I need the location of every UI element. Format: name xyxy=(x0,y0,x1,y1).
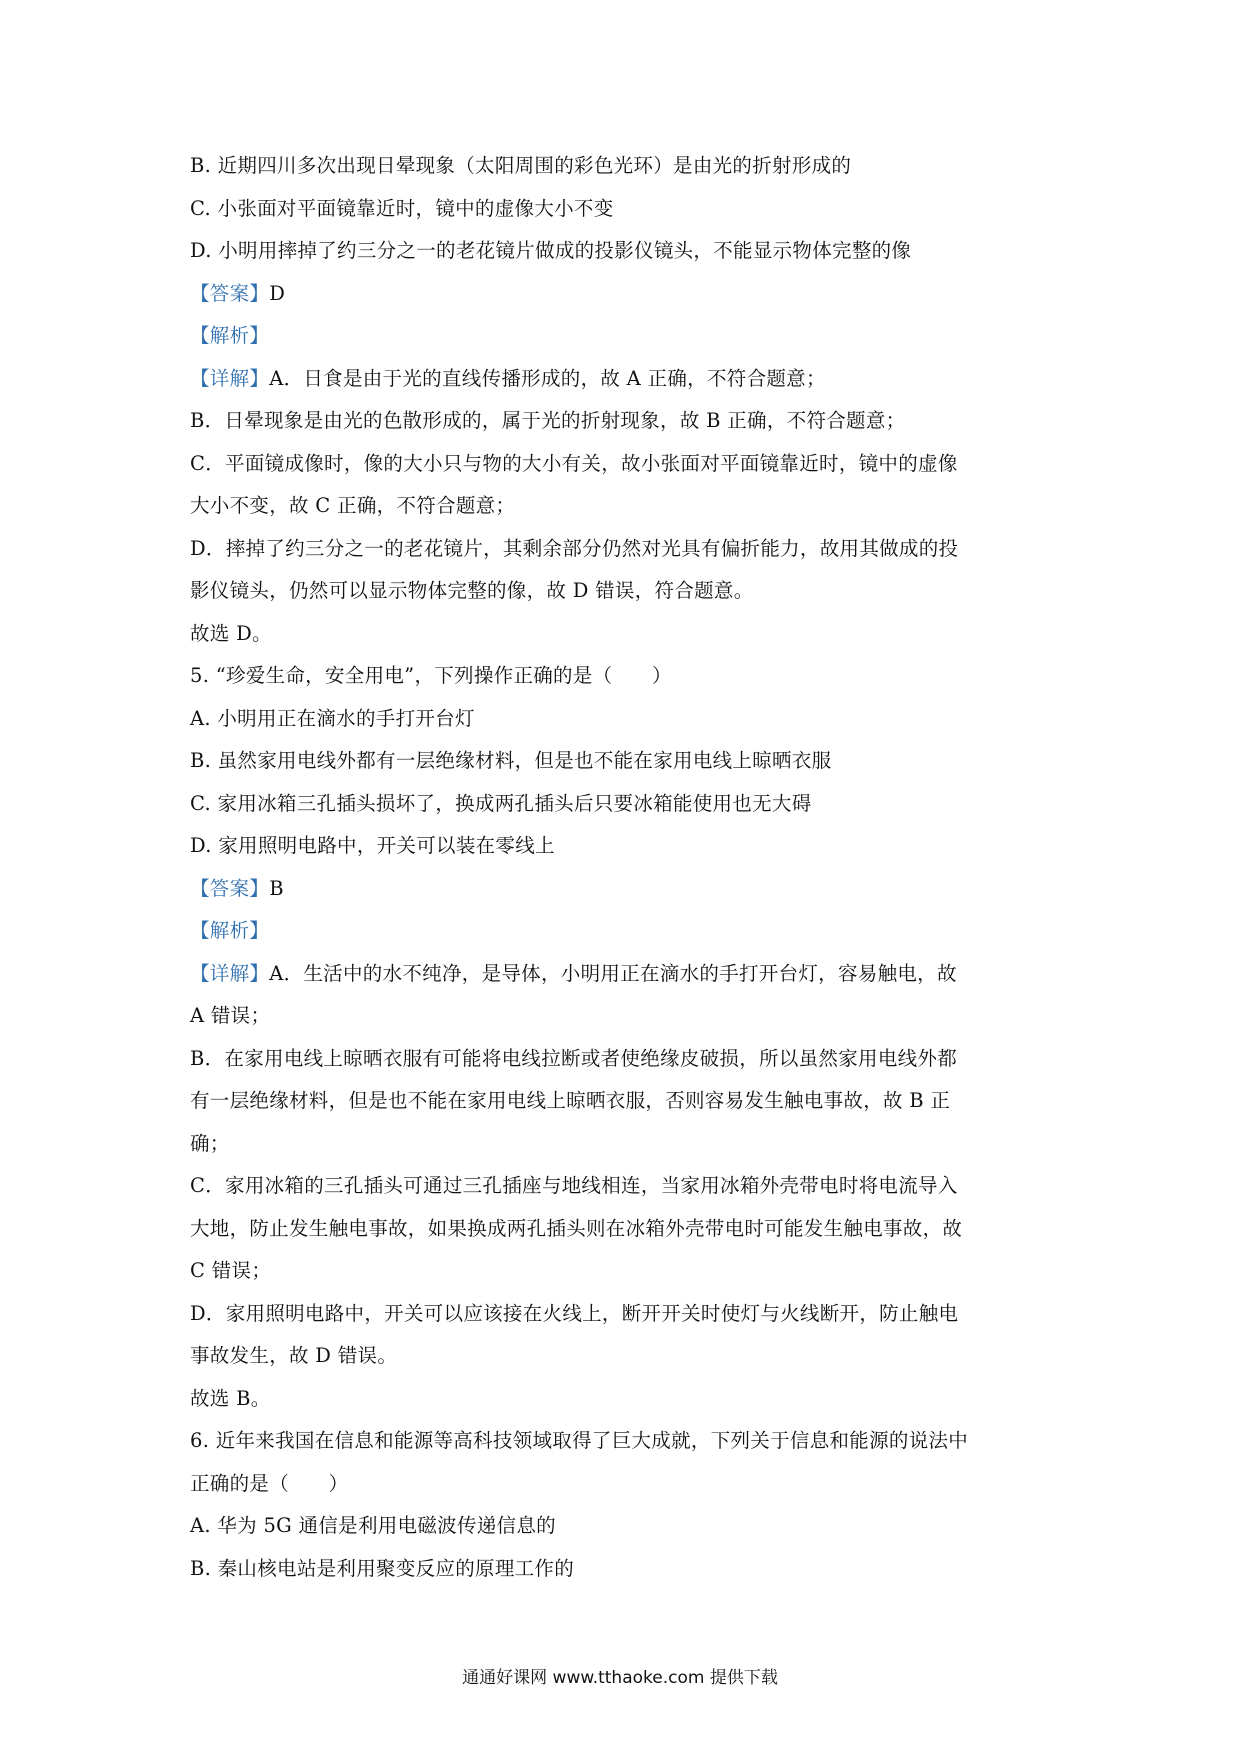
section-tag: 【详解】 xyxy=(190,366,270,390)
text-line: 故选 D。 xyxy=(190,621,272,645)
text-line: 确； xyxy=(190,1131,230,1155)
text-line: A 错误； xyxy=(190,1004,271,1027)
section-tag: 【详解】 xyxy=(190,961,270,985)
line-text: A．生活中的水不纯净，是导体，小明用正在滴水的手打开台灯，容易触电，故 xyxy=(269,961,957,985)
section-tag: 【解析】 xyxy=(190,324,270,347)
text-line: C．平面镜成像时，像的大小只与物的大小有关，故小张面对平面镜靠近时，镜中的虚像 xyxy=(190,451,958,475)
text-line xyxy=(190,273,1070,316)
text-line: 影仪镜头，仍然可以显示物体完整的像，故 D 错误，符合题意。 xyxy=(190,579,754,602)
text-line: D．摔掉了约三分之一的老花镜片，其剩余部分仍然对光具有偏折能力，故用其做成的投 xyxy=(190,536,959,560)
line-text: B xyxy=(269,876,284,900)
text-line: 正确的是（ ） xyxy=(190,1471,349,1495)
text-line: B. 秦山核电站是利用聚变反应的原理工作的 xyxy=(190,1556,575,1580)
section-tag: 【解析】 xyxy=(190,919,270,942)
text-line: B. 近期四川多次出现日晕现象（太阳周围的彩色光环）是由光的折射形成的 xyxy=(190,154,852,177)
text-line: C 错误； xyxy=(190,1259,272,1282)
text-line xyxy=(190,315,1070,358)
line-text: D xyxy=(269,281,286,305)
text-line: D. 小明用摔掉了约三分之一的老花镜片做成的投影仪镜头，不能显示物体完整的像 xyxy=(190,239,912,262)
text-line: 故选 B。 xyxy=(190,1386,271,1410)
line-text: A．日食是由于光的直线传播形成的，故 A 正确，不符合题意； xyxy=(269,366,826,390)
text-line: D. 家用照明电路中，开关可以装在零线上 xyxy=(190,834,555,857)
text-line: B. 虽然家用电线外都有一层绝缘材料，但是也不能在家用电线上晾晒衣服 xyxy=(190,749,832,772)
text-line: 5. “珍爱生命，安全用电”，下列操作正确的是（ ） xyxy=(190,664,672,687)
text-line: 事故发生，故 D 错误。 xyxy=(190,1344,398,1367)
text-line xyxy=(190,358,1070,401)
text-line: A. 小明用正在滴水的手打开台灯 xyxy=(190,706,475,730)
text-line: A. 华为 5G 通信是利用电磁波传递信息的 xyxy=(190,1514,556,1537)
document-body xyxy=(190,145,1070,1590)
text-line: 大小不变，故 C 正确，不符合题意； xyxy=(190,494,516,517)
text-line: 6. 近年来我国在信息和能源等高科技领域取得了巨大成就，下列关于信息和能源的说法中 xyxy=(190,1429,969,1452)
text-line: C. 小张面对平面镜靠近时，镜中的虚像大小不变 xyxy=(190,196,614,220)
section-tag: 【答案】 xyxy=(190,876,270,900)
text-line: 大地，防止发生触电事故，如果换成两孔插头则在冰箱外壳带电时可能发生触电事故，故 xyxy=(190,1216,963,1240)
text-line: B．在家用电线上晾晒衣服有可能将电线拉断或者使绝缘皮破损，所以虽然家用电线外都 xyxy=(190,1046,958,1070)
text-line: D．家用照明电路中，开关可以应该接在火线上，断开开关时使灯与火线断开，防止触电 xyxy=(190,1301,959,1325)
text-line: C．家用冰箱的三孔插头可通过三孔插座与地线相连，当家用冰箱外壳带电时将电流导入 xyxy=(190,1174,958,1197)
text-line xyxy=(190,868,1070,911)
page-footer: 通通好课网 www.tthaoke.com 提供下载 xyxy=(462,1668,778,1688)
text-line: B．日晕现象是由光的色散形成的，属于光的折射现象，故 B 正确，不符合题意； xyxy=(190,409,906,432)
section-tag: 【答案】 xyxy=(190,281,270,305)
text-line: 有一层绝缘材料，但是也不能在家用电线上晾晒衣服，否则容易发生触电事故，故 B 正 xyxy=(190,1089,951,1112)
text-line xyxy=(190,910,1070,953)
text-line xyxy=(190,953,1070,996)
text-line: C. 家用冰箱三孔插头损坏了，换成两孔插头后只要冰箱能使用也无大碍 xyxy=(190,791,812,815)
